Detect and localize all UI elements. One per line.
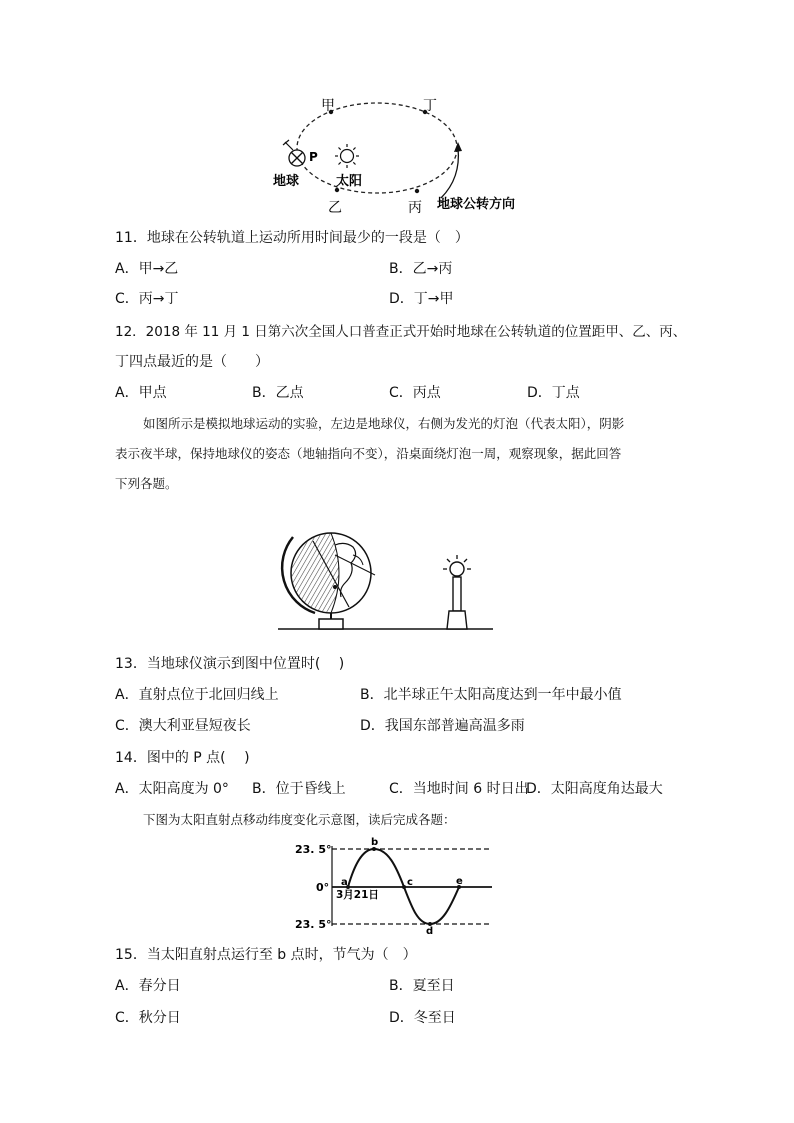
intro1-line3: 下列各题。: [115, 476, 178, 491]
label-sun: 太阳: [336, 174, 363, 189]
q13-stem: 13．当地球仪演示到图中位置时( ): [115, 656, 345, 672]
label-equator: 0°: [316, 881, 330, 894]
q13-option-b[interactable]: B．北半球正午太阳高度达到一年中最小值: [360, 687, 622, 703]
label-yi: 乙: [328, 200, 342, 215]
q13-option-c[interactable]: C．澳大利亚昼短夜长: [115, 718, 251, 734]
globe: [282, 533, 375, 629]
q11-stem: 11．地球在公转轨道上运动所用时间最少的一段是（ ）: [115, 230, 469, 246]
q12-stem-line2: 丁四点最近的是（ ）: [115, 354, 269, 370]
label-direction: 地球公转方向: [437, 197, 516, 212]
direction-arrowhead: [454, 142, 462, 152]
label-earth: 地球: [273, 174, 300, 189]
label-point-a: a: [341, 877, 348, 888]
q11-option-c[interactable]: C．丙→丁: [115, 291, 179, 307]
label-jia: 甲: [321, 98, 335, 114]
q15-option-b[interactable]: B．夏至日: [389, 978, 455, 994]
label-p: P: [309, 150, 318, 164]
subsolar-latitude-diagram: [292, 836, 497, 936]
q12-stem-line1: 12．2018 年 11 月 1 日第六次全国人口普查正式开始时地球在公转轨道的位置距甲、乙、丙、: [115, 324, 687, 340]
q12-option-c[interactable]: C．丙点: [389, 385, 441, 401]
q14-option-c[interactable]: C．当地时间 6 时日出: [389, 781, 529, 797]
point-bing: [415, 189, 419, 193]
label-point-e: e: [456, 876, 463, 887]
q15-option-d[interactable]: D．冬至日: [389, 1010, 456, 1026]
q14-option-d[interactable]: D．太阳高度角达最大: [526, 781, 663, 797]
label-date: 3月21日: [336, 889, 379, 901]
q13-option-d[interactable]: D．我国东部普遍高温多雨: [360, 718, 525, 734]
label-point-b: b: [371, 837, 379, 848]
intro1-line2: 表示夜半球，保持地球仪的姿态（地轴指向不变），沿桌面绕灯泡一周，观察现象，据此回答: [115, 446, 622, 461]
q15-option-a[interactable]: A．春分日: [115, 978, 181, 994]
intro2-line1: 下图为太阳直射点移动纬度变化示意图，读后完成各题：: [143, 812, 456, 827]
globe-lamp-illustration: [275, 525, 500, 637]
sun-icon: [335, 144, 359, 168]
q12-option-b[interactable]: B．乙点: [252, 385, 304, 401]
q14-option-b[interactable]: B．位于昏线上: [252, 781, 346, 797]
q12-option-a[interactable]: A．甲点: [115, 385, 167, 401]
q12-option-d[interactable]: D．丁点: [527, 385, 580, 401]
q11-option-b[interactable]: B．乙→丙: [389, 261, 453, 277]
q13-option-a[interactable]: A．直射点位于北回归线上: [115, 687, 279, 703]
q14-stem: 14．图中的 P 点( ): [115, 750, 250, 766]
orbit-diagram: [265, 90, 540, 215]
lamp: [443, 555, 471, 629]
label-point-c: c: [407, 877, 413, 888]
earth-symbol: [283, 140, 305, 166]
label-point-d: d: [426, 926, 434, 936]
label-top-latitude: 23. 5°: [295, 843, 332, 856]
q11-option-d[interactable]: D．丁→甲: [389, 291, 454, 307]
q15-option-c[interactable]: C．秋分日: [115, 1010, 181, 1026]
q11-option-a[interactable]: A．甲→乙: [115, 261, 179, 277]
label-bing: 丙: [408, 200, 422, 215]
q15-stem: 15．当太阳直射点运行至 b 点时，节气为（ ）: [115, 947, 417, 963]
label-ding: 丁: [423, 98, 437, 114]
intro1-line1: 如图所示是模拟地球运动的实验，左边是地球仪，右侧为发光的灯泡（代表太阳），阴影: [143, 416, 625, 431]
q14-option-a[interactable]: A．太阳高度为 0°: [115, 781, 229, 797]
label-bottom-latitude: 23. 5°: [295, 918, 332, 931]
orbit-ellipse: [297, 103, 457, 193]
